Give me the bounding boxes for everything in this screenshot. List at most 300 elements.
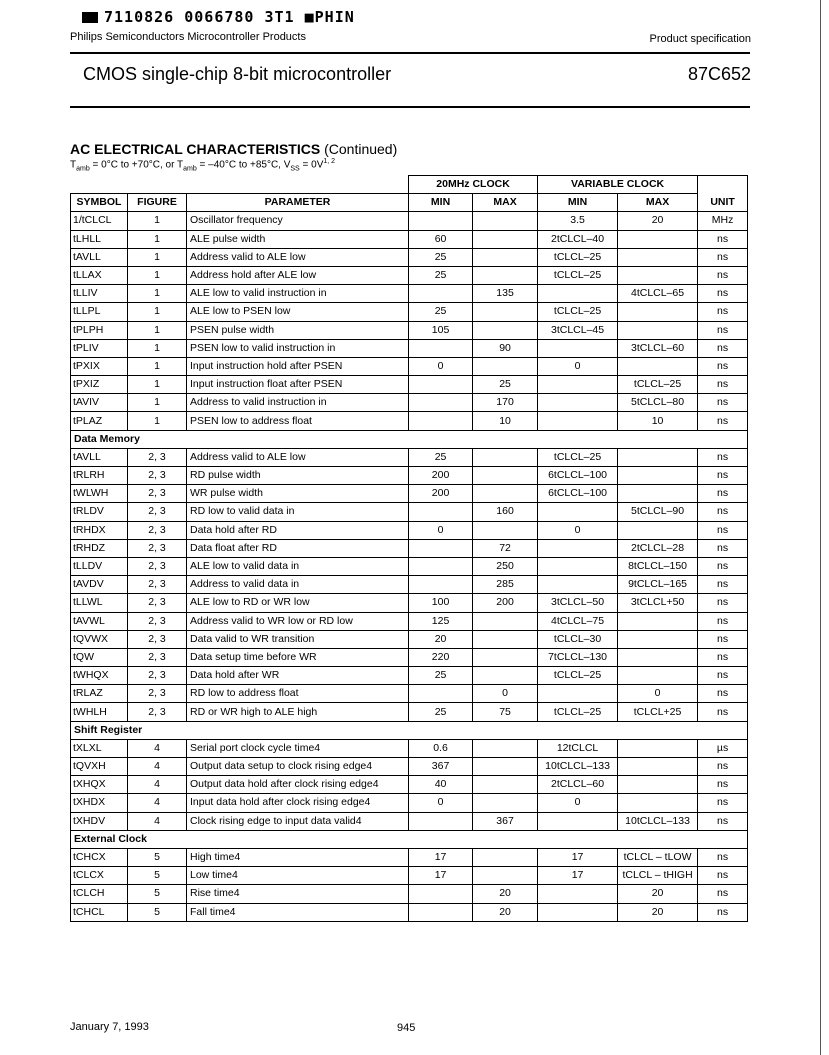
- cell-max-20mhz: [473, 467, 538, 485]
- cell-parameter: RD pulse width: [187, 467, 409, 485]
- cell-min-20mhz: [409, 539, 473, 557]
- cell-symbol: tCLCH: [71, 885, 128, 903]
- cell-max-var: 20: [618, 212, 698, 230]
- cell-symbol: tRHDX: [71, 521, 128, 539]
- cell-min-20mhz: 0.6: [409, 739, 473, 757]
- cell-symbol: tRLAZ: [71, 685, 128, 703]
- cell-unit: ns: [698, 867, 748, 885]
- cell-unit: ns: [698, 630, 748, 648]
- cell-max-20mhz: [473, 630, 538, 648]
- cell-max-var: [618, 739, 698, 757]
- table-row: [71, 612, 748, 630]
- cell-parameter: Input instruction hold after PSEN: [187, 357, 409, 375]
- cell-min-20mhz: 17: [409, 867, 473, 885]
- cell-figure: 4: [128, 758, 187, 776]
- test-conditions: $T_{amb} = 0^\circ C$ to +70°C, or $T_{amb} = -40^\circ C$ to +85°C, $V_{SS} = 0V^{1, 2}$: [70, 158, 336, 173]
- cell-figure: 1: [128, 376, 187, 394]
- cell-figure: 2, 3: [128, 557, 187, 575]
- cell-symbol: tXHDV: [71, 812, 128, 830]
- cell-max-20mhz: [473, 248, 538, 266]
- cell-unit: ns: [698, 376, 748, 394]
- cell-min-var: 0: [538, 794, 618, 812]
- table-row: [71, 867, 748, 885]
- cell-max-20mhz: [473, 612, 538, 630]
- cell-parameter: Data float after RD: [187, 539, 409, 557]
- cell-max-20mhz: 25: [473, 376, 538, 394]
- cell-parameter: Address valid to ALE low: [187, 248, 409, 266]
- cell-symbol: tRLDV: [71, 503, 128, 521]
- cell-min-20mhz: 40: [409, 776, 473, 794]
- cell-max-var: 10tCLCL–133: [618, 812, 698, 830]
- cell-min-20mhz: 0: [409, 521, 473, 539]
- cell-parameter: Address valid to WR low or RD low: [187, 612, 409, 630]
- cell-figure: 5: [128, 848, 187, 866]
- cell-max-20mhz: [473, 776, 538, 794]
- cell-unit: ns: [698, 812, 748, 830]
- cell-parameter: Data hold after RD: [187, 521, 409, 539]
- cell-max-20mhz: 20: [473, 885, 538, 903]
- cell-min-var: [538, 285, 618, 303]
- cell-parameter: Low time4: [187, 867, 409, 885]
- cell-figure: 2, 3: [128, 539, 187, 557]
- cell-parameter: Fall time4: [187, 903, 409, 921]
- table-row: [71, 230, 748, 248]
- page-number: 945: [397, 1022, 416, 1034]
- cell-min-20mhz: [409, 557, 473, 575]
- cell-min-var: [538, 903, 618, 921]
- cell-parameter: PSEN low to valid instruction in: [187, 339, 409, 357]
- col-figure: FIGURE: [128, 194, 187, 212]
- cell-unit: ns: [698, 794, 748, 812]
- cell-parameter: Rise time4: [187, 885, 409, 903]
- cell-unit: ns: [698, 339, 748, 357]
- cell-unit: ns: [698, 230, 748, 248]
- cell-unit: ns: [698, 357, 748, 375]
- cell-unit: ns: [698, 394, 748, 412]
- cell-min-20mhz: 20: [409, 630, 473, 648]
- cell-parameter: Data hold after WR: [187, 667, 409, 685]
- cell-parameter: ALE low to valid data in: [187, 557, 409, 575]
- table-row: [71, 576, 748, 594]
- cell-max-20mhz: 10: [473, 412, 538, 430]
- cell-figure: 2, 3: [128, 612, 187, 630]
- table-row: [71, 485, 748, 503]
- cell-figure: 1: [128, 248, 187, 266]
- table-row: [71, 758, 748, 776]
- cell-min-var: tCLCL–25: [538, 703, 618, 721]
- cell-max-20mhz: [473, 867, 538, 885]
- cell-max-20mhz: [473, 667, 538, 685]
- cell-min-20mhz: [409, 812, 473, 830]
- cell-min-var: 0: [538, 357, 618, 375]
- cell-max-20mhz: 75: [473, 703, 538, 721]
- cell-symbol: tPLIV: [71, 339, 128, 357]
- cell-min-var: 17: [538, 867, 618, 885]
- page-edge: [820, 0, 821, 1055]
- section-label: Shift Register: [71, 721, 748, 739]
- cell-unit: ns: [698, 503, 748, 521]
- table-row: [71, 903, 748, 921]
- cell-symbol: tLLAX: [71, 266, 128, 284]
- cell-max-var: 5tCLCL–90: [618, 503, 698, 521]
- footer-date: January 7, 1993: [70, 1021, 149, 1033]
- cell-max-20mhz: 285: [473, 576, 538, 594]
- cell-figure: 5: [128, 903, 187, 921]
- cell-max-var: [618, 467, 698, 485]
- cell-symbol: tXHQX: [71, 776, 128, 794]
- cell-max-var: [618, 266, 698, 284]
- cell-figure: 4: [128, 739, 187, 757]
- cell-min-20mhz: 25: [409, 248, 473, 266]
- cell-max-var: tCLCL – tHIGH: [618, 867, 698, 885]
- cell-min-var: 12tCLCL: [538, 739, 618, 757]
- table-row: [71, 848, 748, 866]
- cell-max-20mhz: [473, 266, 538, 284]
- cell-symbol: tAVIV: [71, 394, 128, 412]
- table-row: [71, 685, 748, 703]
- cell-unit: ns: [698, 685, 748, 703]
- cell-figure: 5: [128, 867, 187, 885]
- cell-min-var: [538, 339, 618, 357]
- cell-max-var: [618, 357, 698, 375]
- cell-symbol: tLLWL: [71, 594, 128, 612]
- cell-parameter: PSEN low to address float: [187, 412, 409, 430]
- cell-parameter: Oscillator frequency: [187, 212, 409, 230]
- cell-min-var: [538, 376, 618, 394]
- cell-unit: ns: [698, 885, 748, 903]
- cell-min-var: [538, 812, 618, 830]
- cell-figure: 2, 3: [128, 594, 187, 612]
- cell-min-var: tCLCL–25: [538, 303, 618, 321]
- cell-figure: 2, 3: [128, 667, 187, 685]
- cell-unit: ns: [698, 557, 748, 575]
- cell-symbol: tAVWL: [71, 612, 128, 630]
- cell-min-var: [538, 394, 618, 412]
- cell-min-20mhz: 0: [409, 794, 473, 812]
- cell-max-var: [618, 321, 698, 339]
- col-20mhz-min: MIN: [409, 194, 473, 212]
- cell-min-20mhz: 200: [409, 467, 473, 485]
- cell-figure: 2, 3: [128, 648, 187, 666]
- cell-min-var: [538, 885, 618, 903]
- table-row: [71, 594, 748, 612]
- table-row: [71, 412, 748, 430]
- cell-max-var: 20: [618, 903, 698, 921]
- cell-min-20mhz: [409, 212, 473, 230]
- cell-max-var: [618, 485, 698, 503]
- cell-parameter: Address hold after ALE low: [187, 266, 409, 284]
- cell-max-var: [618, 303, 698, 321]
- cell-min-var: 6tCLCL–100: [538, 467, 618, 485]
- cell-symbol: tPXIX: [71, 357, 128, 375]
- cell-symbol: tRLRH: [71, 467, 128, 485]
- cell-max-var: [618, 448, 698, 466]
- cell-unit: ns: [698, 285, 748, 303]
- cell-max-var: [618, 630, 698, 648]
- section-title: AC ELECTRICAL CHARACTERISTICS (Continued): [70, 141, 398, 157]
- table-row: [71, 448, 748, 466]
- cell-unit: µs: [698, 739, 748, 757]
- cell-min-var: 0: [538, 521, 618, 539]
- cell-unit: ns: [698, 758, 748, 776]
- cell-figure: 2, 3: [128, 485, 187, 503]
- table-row: [71, 539, 748, 557]
- cell-max-20mhz: [473, 230, 538, 248]
- cell-parameter: WR pulse width: [187, 485, 409, 503]
- cell-max-20mhz: [473, 794, 538, 812]
- cell-min-var: 3.5: [538, 212, 618, 230]
- cell-min-20mhz: 60: [409, 230, 473, 248]
- cell-max-20mhz: 135: [473, 285, 538, 303]
- cell-min-20mhz: [409, 339, 473, 357]
- cell-parameter: High time4: [187, 848, 409, 866]
- cell-min-var: 6tCLCL–100: [538, 485, 618, 503]
- cell-min-20mhz: [409, 903, 473, 921]
- col-var-min: MIN: [538, 194, 618, 212]
- cell-parameter: ALE pulse width: [187, 230, 409, 248]
- table-row: [71, 266, 748, 284]
- top-rule: [70, 52, 750, 54]
- cell-max-20mhz: [473, 212, 538, 230]
- section-label: Data Memory: [71, 430, 748, 448]
- table-row: [71, 667, 748, 685]
- cell-min-20mhz: 25: [409, 667, 473, 685]
- cell-unit: MHz: [698, 212, 748, 230]
- cell-max-var: [618, 612, 698, 630]
- cell-max-var: [618, 521, 698, 539]
- cell-figure: 4: [128, 776, 187, 794]
- cell-parameter: Serial port clock cycle time4: [187, 739, 409, 757]
- cell-figure: 1: [128, 212, 187, 230]
- cell-min-20mhz: [409, 685, 473, 703]
- cell-max-var: 0: [618, 685, 698, 703]
- cell-parameter: ALE low to valid instruction in: [187, 285, 409, 303]
- cell-max-var: [618, 248, 698, 266]
- cell-figure: 1: [128, 412, 187, 430]
- cell-parameter: ALE low to PSEN low: [187, 303, 409, 321]
- cell-figure: 1: [128, 357, 187, 375]
- col-symbol: SYMBOL: [71, 194, 128, 212]
- cell-symbol: tCHCX: [71, 848, 128, 866]
- group-header-20mhz: 20MHz CLOCK: [409, 176, 538, 194]
- cell-figure: 2, 3: [128, 703, 187, 721]
- cell-min-20mhz: 200: [409, 485, 473, 503]
- cell-figure: 2, 3: [128, 576, 187, 594]
- cell-parameter: Data setup time before WR: [187, 648, 409, 666]
- cell-max-var: tCLCL – tLOW: [618, 848, 698, 866]
- cell-max-var: 5tCLCL–80: [618, 394, 698, 412]
- cell-unit: ns: [698, 539, 748, 557]
- cell-max-20mhz: [473, 739, 538, 757]
- cell-max-20mhz: [473, 448, 538, 466]
- cell-unit: ns: [698, 521, 748, 539]
- cell-figure: 1: [128, 394, 187, 412]
- cell-parameter: PSEN pulse width: [187, 321, 409, 339]
- cell-min-var: tCLCL–25: [538, 248, 618, 266]
- cell-figure: 5: [128, 885, 187, 903]
- col-parameter: PARAMETER: [187, 194, 409, 212]
- table-row: [71, 521, 748, 539]
- cell-parameter: Clock rising edge to input data valid4: [187, 812, 409, 830]
- cell-max-var: 3tCLCL–60: [618, 339, 698, 357]
- cell-min-20mhz: [409, 412, 473, 430]
- cell-symbol: tPLPH: [71, 321, 128, 339]
- cell-max-var: 3tCLCL+50: [618, 594, 698, 612]
- cell-figure: 4: [128, 812, 187, 830]
- scan-header: 7110826 0066780 3T1 ■PHIN: [82, 8, 355, 26]
- cell-min-var: [538, 539, 618, 557]
- cell-symbol: tPLAZ: [71, 412, 128, 430]
- cell-parameter: RD low to valid data in: [187, 503, 409, 521]
- cell-max-var: tCLCL+25: [618, 703, 698, 721]
- table-row: [71, 339, 748, 357]
- cell-min-20mhz: 0: [409, 357, 473, 375]
- cell-symbol: tAVLL: [71, 448, 128, 466]
- table-row: [71, 503, 748, 521]
- part-number: 87C652: [687, 64, 751, 84]
- cell-unit: ns: [698, 848, 748, 866]
- table-row: [71, 812, 748, 830]
- cell-symbol: tQVXH: [71, 758, 128, 776]
- cell-symbol: tRHDZ: [71, 539, 128, 557]
- table-row: [71, 739, 748, 757]
- cell-max-var: 20: [618, 885, 698, 903]
- cell-max-20mhz: [473, 648, 538, 666]
- cell-min-20mhz: 25: [409, 448, 473, 466]
- cell-symbol: tLLPL: [71, 303, 128, 321]
- cell-unit: ns: [698, 412, 748, 430]
- table-row: [71, 776, 748, 794]
- cell-symbol: 1/tCLCL: [71, 212, 128, 230]
- cell-max-20mhz: [473, 848, 538, 866]
- cell-min-20mhz: 105: [409, 321, 473, 339]
- cell-figure: 1: [128, 339, 187, 357]
- cell-parameter: Input instruction float after PSEN: [187, 376, 409, 394]
- cell-max-20mhz: 170: [473, 394, 538, 412]
- cell-min-var: tCLCL–25: [538, 448, 618, 466]
- cell-parameter: Output data hold after clock rising edge4: [187, 776, 409, 794]
- cell-figure: 2, 3: [128, 630, 187, 648]
- cell-unit: ns: [698, 667, 748, 685]
- section-row: [71, 430, 748, 448]
- cell-symbol: tLLDV: [71, 557, 128, 575]
- cell-min-var: 7tCLCL–130: [538, 648, 618, 666]
- table-row: [71, 394, 748, 412]
- cell-symbol: tWHQX: [71, 667, 128, 685]
- cell-parameter: Address to valid instruction in: [187, 394, 409, 412]
- cell-max-20mhz: [473, 303, 538, 321]
- section-row: [71, 721, 748, 739]
- cell-max-var: [618, 758, 698, 776]
- cell-max-20mhz: 200: [473, 594, 538, 612]
- cell-symbol: tCLCX: [71, 867, 128, 885]
- cell-unit: ns: [698, 576, 748, 594]
- cell-max-20mhz: [473, 521, 538, 539]
- cell-parameter: Address to valid data in: [187, 576, 409, 594]
- cell-max-20mhz: [473, 758, 538, 776]
- company-name: Philips Semiconductors Microcontroller Products: [70, 31, 306, 43]
- ac-characteristics-table: [70, 175, 748, 922]
- cell-figure: 2, 3: [128, 685, 187, 703]
- cell-min-20mhz: 25: [409, 703, 473, 721]
- cell-unit: ns: [698, 248, 748, 266]
- cell-symbol: tQW: [71, 648, 128, 666]
- cell-min-20mhz: [409, 885, 473, 903]
- cell-symbol: tXLXL: [71, 739, 128, 757]
- table-row: [71, 648, 748, 666]
- cell-symbol: tXHDX: [71, 794, 128, 812]
- cell-parameter: Address valid to ALE low: [187, 448, 409, 466]
- table-body: [71, 212, 748, 921]
- cell-unit: ns: [698, 594, 748, 612]
- cell-min-var: [538, 503, 618, 521]
- cell-figure: 2, 3: [128, 503, 187, 521]
- cell-parameter: Output data setup to clock rising edge4: [187, 758, 409, 776]
- cell-min-var: tCLCL–25: [538, 667, 618, 685]
- cell-symbol: tCHCL: [71, 903, 128, 921]
- cell-max-var: 8tCLCL–150: [618, 557, 698, 575]
- cell-max-20mhz: 72: [473, 539, 538, 557]
- cell-min-var: [538, 557, 618, 575]
- cell-min-20mhz: 25: [409, 266, 473, 284]
- document-title: CMOS single-chip 8-bit microcontroller: [83, 64, 392, 84]
- cell-unit: ns: [698, 903, 748, 921]
- cell-min-20mhz: [409, 285, 473, 303]
- cell-symbol: tWHLH: [71, 703, 128, 721]
- cell-max-20mhz: 90: [473, 339, 538, 357]
- cell-min-var: [538, 685, 618, 703]
- cell-min-20mhz: 220: [409, 648, 473, 666]
- cell-symbol: tPXIZ: [71, 376, 128, 394]
- table-row: [71, 703, 748, 721]
- cell-figure: 1: [128, 321, 187, 339]
- cell-min-var: tCLCL–25: [538, 266, 618, 284]
- cell-min-20mhz: 125: [409, 612, 473, 630]
- cell-min-var: tCLCL–30: [538, 630, 618, 648]
- cell-figure: 1: [128, 285, 187, 303]
- section-label: External Clock: [71, 830, 748, 848]
- cell-symbol: tLHLL: [71, 230, 128, 248]
- cell-min-20mhz: [409, 503, 473, 521]
- cell-min-var: 3tCLCL–50: [538, 594, 618, 612]
- cell-max-var: [618, 230, 698, 248]
- cell-figure: 1: [128, 303, 187, 321]
- cell-unit: ns: [698, 467, 748, 485]
- cell-unit: ns: [698, 612, 748, 630]
- cell-min-20mhz: [409, 376, 473, 394]
- cell-max-var: 9tCLCL–165: [618, 576, 698, 594]
- cell-min-20mhz: 100: [409, 594, 473, 612]
- cell-unit: ns: [698, 776, 748, 794]
- cell-symbol: tAVLL: [71, 248, 128, 266]
- cell-min-var: [538, 412, 618, 430]
- cell-figure: 2, 3: [128, 448, 187, 466]
- table-row: [71, 248, 748, 266]
- cell-max-var: [618, 667, 698, 685]
- cell-symbol: tQVWX: [71, 630, 128, 648]
- table-row: [71, 303, 748, 321]
- cell-max-var: [618, 776, 698, 794]
- cell-min-var: 2tCLCL–60: [538, 776, 618, 794]
- group-header-variable: VARIABLE CLOCK: [538, 176, 698, 194]
- table-row: [71, 467, 748, 485]
- cell-max-var: tCLCL–25: [618, 376, 698, 394]
- cell-min-20mhz: 17: [409, 848, 473, 866]
- cell-max-var: [618, 794, 698, 812]
- cell-max-20mhz: [473, 357, 538, 375]
- cell-figure: 2, 3: [128, 467, 187, 485]
- cell-symbol: tLLIV: [71, 285, 128, 303]
